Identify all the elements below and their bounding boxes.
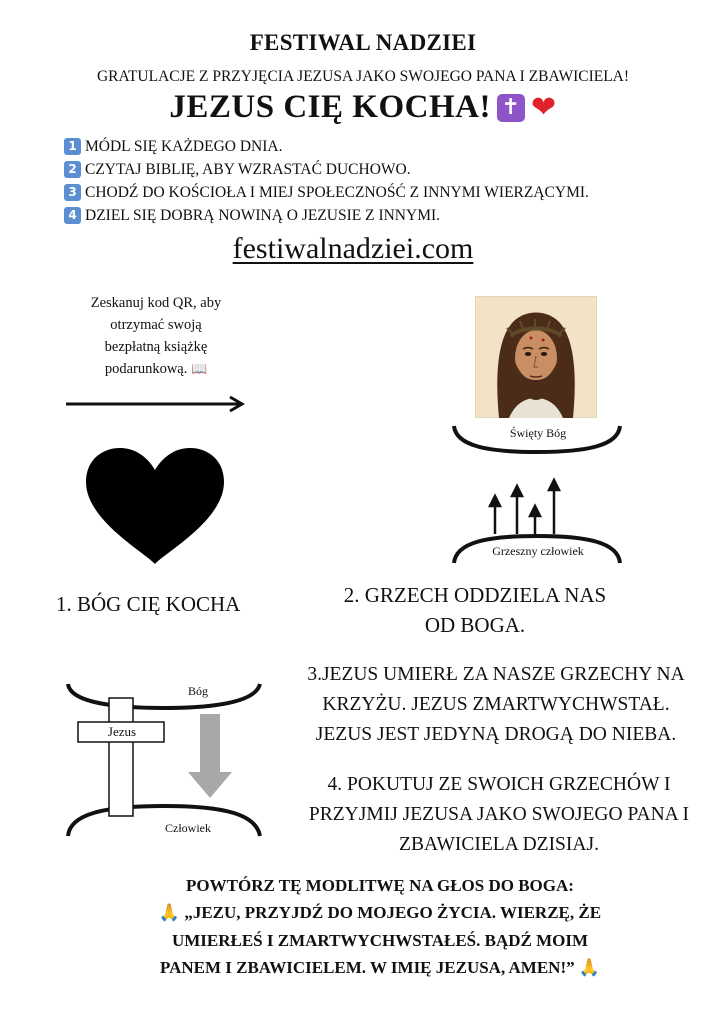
prayer-intro: POWTÓRZ TĘ MODLITWĘ NA GŁOS DO BOGA: [186,876,574,895]
point-three-line: KRZYŻU. JEZUS ZMARTWYCHWSTAŁ. [322,694,670,715]
right-arrow-icon [64,394,248,414]
god-label: Bóg [188,684,209,698]
page-title: FESTIWAL NADZIEI [249,30,477,55]
step-text: CZYTAJ BIBLIĘ, ABY WZRASTAĆ DUCHOWO. [85,161,411,178]
step-text: DZIEL SIĘ DOBRĄ NOWINĄ O JEZUSIE Z INNYMI. [85,207,441,224]
header [0,30,726,56]
list-item [64,181,704,204]
congrats-text: GRATULACJE Z PRZYJĘCIA JEZUSA JAKO SWOJEGO PANA I ZBAWICIELA! [96,68,630,85]
cross-bridge-diagram [64,674,264,844]
point-three [276,660,716,750]
list-item [64,135,704,158]
jesus-label: Jezus [107,724,137,739]
keycap-four-icon: 4 [64,207,81,224]
qr-instructions [56,292,256,381]
keycap-two-icon: 2 [64,161,81,178]
step-text: MÓDL SIĘ KAŻDEGO DNIA. [85,138,283,155]
website-link[interactable]: festiwalnadziei.com [232,232,474,265]
point-four-line: ZBAWICIELA DZISIAJ. [399,834,599,855]
point-three-line: 3.JEZUS UMIERŁ ZA NASZE GRZECHY NA [307,664,685,685]
prayer-line: „JEZU, PRZYJDŹ DO MOJEGO ŻYCIA. WIERZĘ, ŻE [184,903,602,922]
prayer-section [0,872,726,982]
qr-line: Zeskanuj kod QR, aby [90,295,222,311]
holy-god-label: Święty Bóg [509,426,567,440]
prayer-line: UMIERŁEŚ I ZMARTWYCHWSTAŁEŚ. BĄDŹ MOIM [171,931,589,950]
steps-list [64,135,704,227]
sinful-man-label: Grzeszny człowiek [492,544,584,558]
step-text: CHODŹ DO KOŚCIOŁA I MIEJ SPOŁECZNOŚĆ Z INNYMI WIERZĄCYMI. [85,184,589,201]
qr-line: otrzymać swoją [110,317,202,333]
praying-hands-icon: 🙏 [158,903,181,923]
point-four [276,770,722,860]
keycap-one-icon: 1 [64,138,81,155]
qr-line: podarunkową. [104,361,188,377]
headline-text: JEZUS CIĘ KOCHA! [169,89,491,125]
praying-hands-icon: 🙏 [578,958,601,978]
point-one: 1. BÓG CIĘ KOCHA [56,592,241,616]
point-two-line: OD BOGA. [424,613,526,637]
point-four-line: 4. POKUTUJ ZE SWOICH GRZECHÓW I [327,774,671,795]
list-item [64,158,704,181]
man-label: Człowiek [165,821,211,835]
point-two [300,580,650,640]
keycap-three-icon: 3 [64,184,81,201]
cross-icon: ✝ [497,94,525,122]
heart-icon [82,446,228,570]
open-book-icon: 📖 [190,362,208,377]
prayer-line: PANEM I ZBAWICIELEM. W IMIĘ JEZUSA, AMEN!” [159,958,575,977]
point-three-line: JEZUS JEST JEDYNĄ DROGĄ DO NIEBA. [315,724,677,745]
point-four-line: PRZYJMIJ JEZUSA JAKO SWOJEGO PANA I [308,804,690,825]
headline [0,89,726,126]
red-heart-icon: ❤ [530,89,557,125]
list-item [64,204,704,227]
point-two-line: 2. GRZECH ODDZIELA NAS [343,583,607,607]
qr-line: bezpłatną książkę [104,339,208,355]
jesus-portrait [475,296,597,418]
